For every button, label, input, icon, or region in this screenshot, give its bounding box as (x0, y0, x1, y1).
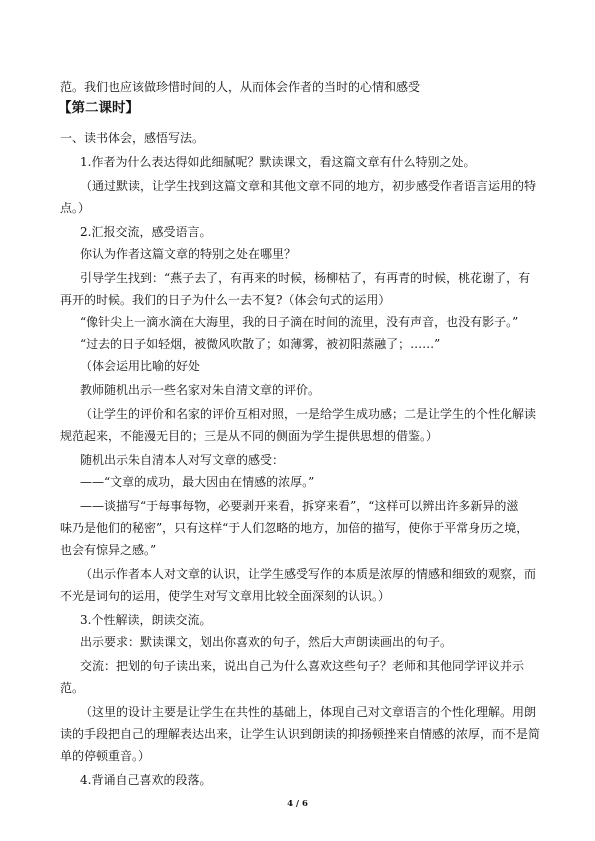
text-line: ——谈描写“于每事每物，必要剥开来看，拆穿来看”，“这样可以辨出许多新异的滋 (80, 499, 519, 513)
text-line: （体会运用比喻的好处 (80, 359, 201, 373)
text-line: “像针尖上一滴水滴在大海里，我的日子滴在时间的流里，没有声音，也没有影子。” (80, 315, 519, 329)
section-heading: 【第二课时】 (58, 100, 139, 116)
text-line: 读的手段把自己的理解表达出来，让学生认识到朗读的抑扬顿挫来自情感的浓厚，而不是简 (60, 727, 541, 741)
text-line: 味乃是他们的秘密”，只有这样“于人们忽略的地方，加倍的描写，使你于平常身历之境， (60, 521, 529, 535)
text-line: 点。） (60, 201, 91, 215)
text-line: 随机出示朱自清本人对写文章的感受： (80, 453, 285, 467)
text-line: 范。 (60, 681, 85, 695)
text-line: 2.汇报交流，感受语言。 (80, 225, 212, 239)
text-line: ——“文章的成功，最大因由在情感的浓厚。” (80, 475, 315, 489)
text-line: 4.背诵自己喜欢的段落。 (80, 773, 212, 787)
text-line: （出示作者本人对文章的认识，让学生感受写作的本质是浓厚的情感和细致的观察，而 (80, 567, 537, 581)
text-line: （通过默读，让学生找到这篇文章和其他文章不同的地方，初步感受作者语言运用的特 (80, 179, 537, 193)
text-line: 也会有惊异之感。” (60, 543, 157, 557)
text-line: 3.个性解读，朗读交流。 (80, 613, 212, 627)
text-line: （让学生的评价和名家的评价互相对照，一是给学生成功感；二是让学生的个性化解读 (80, 407, 537, 421)
text-line: 出示要求：默读课文，划出你喜欢的句子，然后大声朗读画出的句子。 (80, 635, 453, 649)
text-line: （这里的设计主要是让学生在共性的基础上，体现自己对文章语言的个性化理解。用朗 (80, 705, 537, 719)
text-line: 不光是词句的运用，使学生对写文章用比较全面深刻的认识。） (60, 589, 391, 603)
text-line: 单的停顿重音。） (60, 749, 151, 763)
text-line: 范。我们也应该做珍惜时间的人，从而体会作者的当时的心情和感受 (60, 80, 421, 94)
text-line: 教师随机出示一些名家对朱自清文章的评价。 (80, 383, 321, 397)
text-line: 再开的时候。我们的日子为什么一去不复?（体会句式的运用） (60, 293, 391, 307)
text-line: “过去的日子如轻烟，被微风吹散了；如薄雾，被初阳蒸融了；……” (80, 337, 441, 351)
text-line: 一、读书体会，感悟写法。 (60, 131, 205, 145)
text-line: 1.作者为什么表达得如此细腻呢？默读课文，看这篇文章有什么特别之处。 (80, 155, 476, 169)
text-line: 规范起来，不能漫无目的；三是从不同的侧面为学生提供思想的借鉴。） (60, 429, 439, 443)
text-line: 引导学生找到：“燕子去了，有再来的时候，杨柳枯了，有再青的时候，桃花谢了，有 (80, 271, 531, 285)
text-line: 你认为作者这篇文章的特别之处在哪里？ (80, 247, 297, 261)
page-number: 4 / 6 (287, 799, 308, 809)
text-line: 交流：把划的句子读出来，说出自己为什么喜欢这些句子？老师和其他同学评议并示 (80, 659, 525, 673)
